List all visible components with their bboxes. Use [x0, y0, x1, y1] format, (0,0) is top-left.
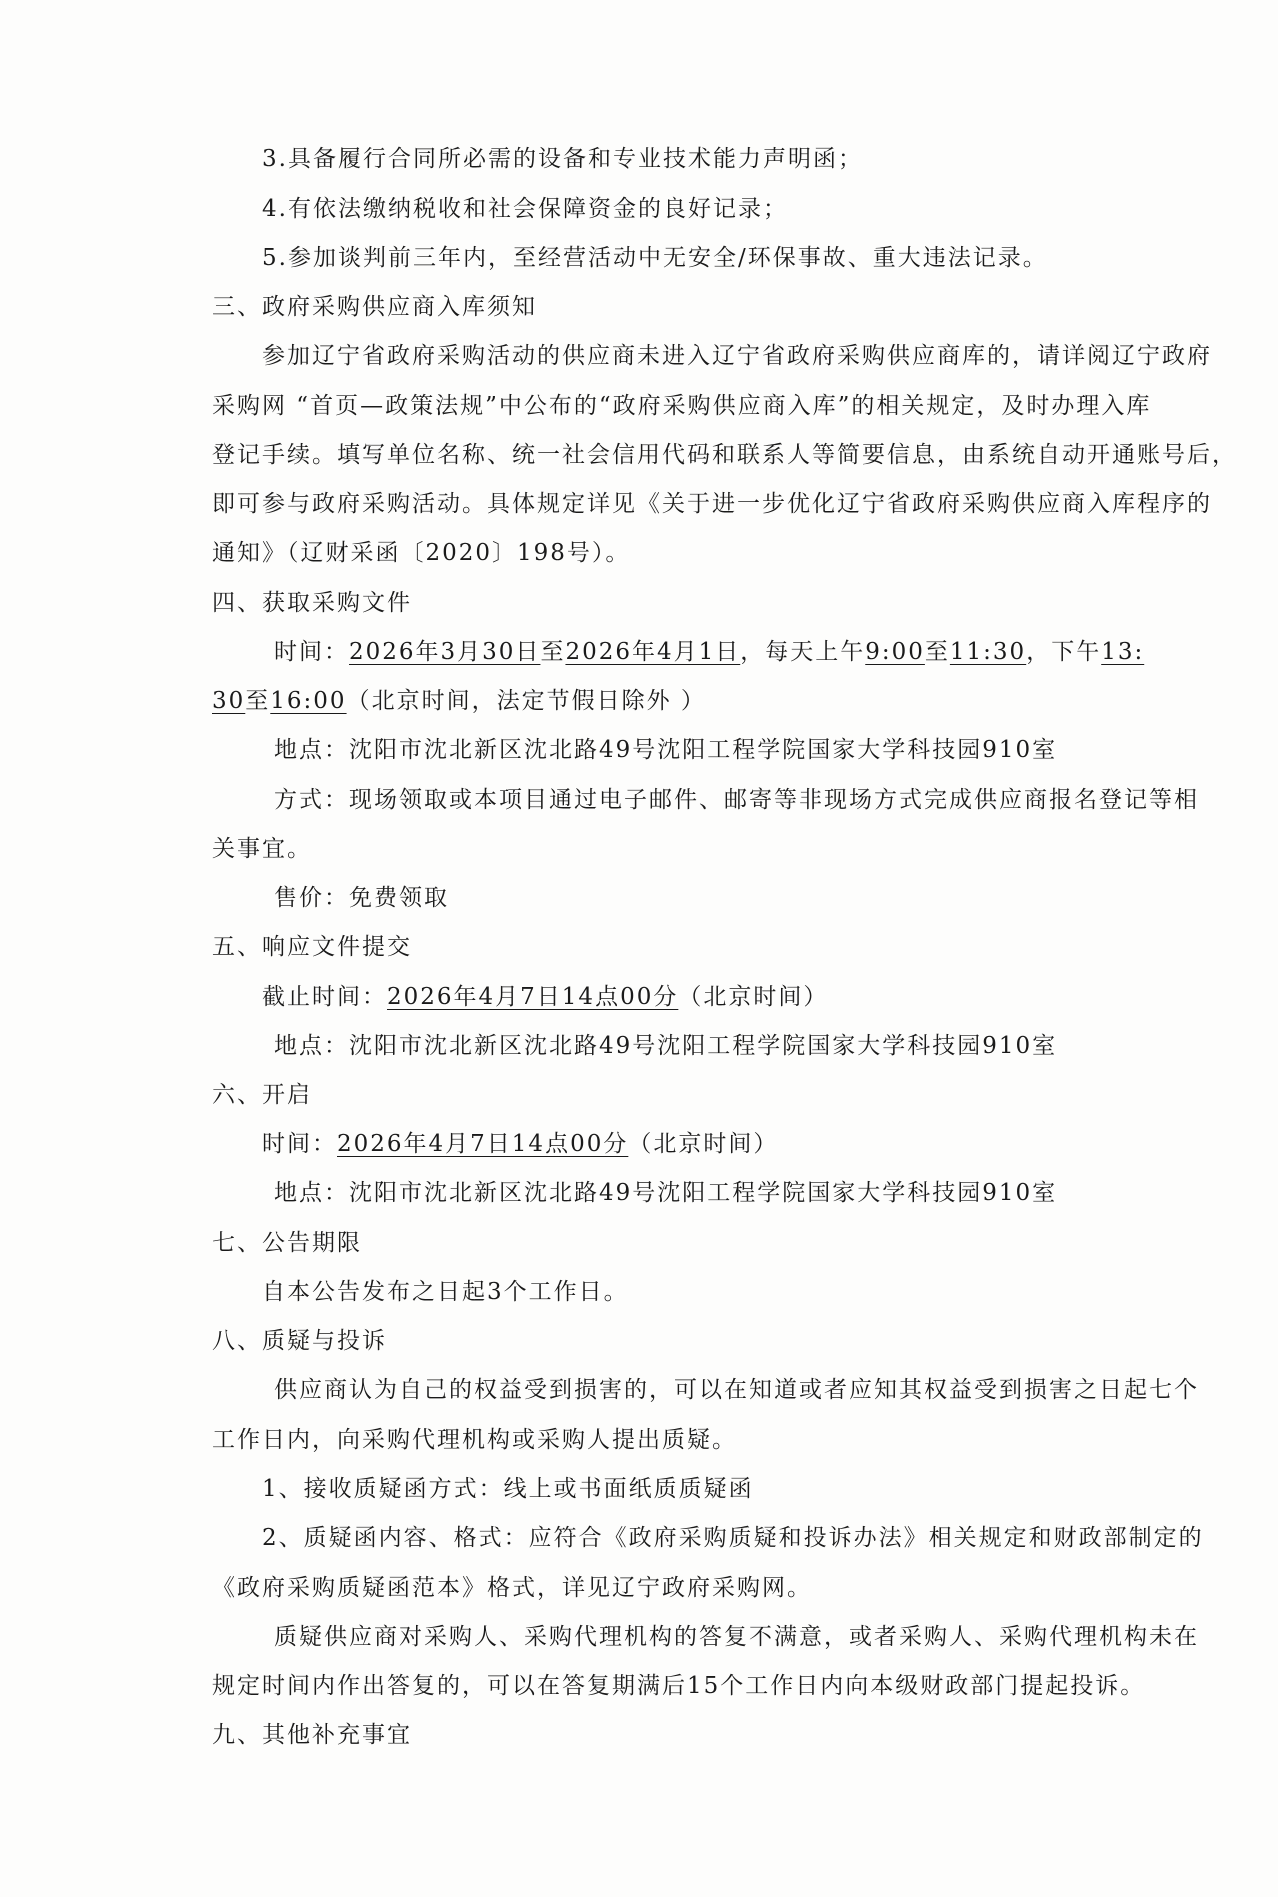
time-end-date: 2026年4月1日: [565, 639, 741, 665]
requirement-item-4: 4.有依法缴纳税收和社会保障资金的良好记录；: [262, 196, 788, 222]
section7-heading: 七、公告期限: [212, 1230, 362, 1256]
section4-heading: 四、获取采购文件: [212, 590, 412, 616]
section4-place: 地点：沈阳市沈北新区沈北路49号沈阳工程学院国家大学科技园910室: [274, 737, 1058, 763]
section4-time-line-2: [212, 686, 706, 716]
pm-start-b: 30: [212, 688, 246, 714]
section3-line-1: 参加辽宁省政府采购活动的供应商未进入辽宁省政府采购供应商库的，请详阅辽宁政府: [262, 343, 1212, 369]
time-start-date: 2026年3月30日: [349, 639, 541, 665]
deadline-label: 截止时间：: [262, 984, 387, 1010]
pm-end: 16:00: [270, 688, 347, 714]
open-time-label: 时间：: [262, 1131, 337, 1157]
section9-heading: 九、其他补充事宜: [212, 1722, 412, 1748]
section4-price: 售价：免费领取: [274, 885, 449, 911]
section8-p2-line-1: 质疑供应商对采购人、采购代理机构的答复不满意，或者采购人、采购代理机构未在: [274, 1624, 1199, 1650]
am-end: 11:30: [949, 639, 1027, 665]
section8-heading: 八、质疑与投诉: [212, 1328, 387, 1354]
section8-item-1: 1、接收质疑函方式：线上或书面纸质质疑函: [262, 1476, 754, 1502]
open-time-value: 2026年4月7日14点00分: [337, 1131, 629, 1157]
section8-p1-line-1: 供应商认为自己的权益受到损害的，可以在知道或者应知其权益受到损害之日起七个: [274, 1377, 1199, 1403]
time-label: 时间：: [274, 639, 349, 665]
requirement-item-5: 5.参加谈判前三年内，至经营活动中无安全/环保事故、重大违法记录。: [262, 245, 1048, 271]
am-start: 9:00: [865, 639, 925, 665]
section8-item-2-line-1: 2、质疑函内容、格式：应符合《政府采购质疑和投诉办法》相关规定和财政部制定的: [262, 1525, 1204, 1551]
time-note: （北京时间，法定节假日除外 ）: [346, 688, 706, 714]
deadline-note: （北京时间）: [678, 984, 829, 1010]
section6-place: 地点：沈阳市沈北新区沈北路49号沈阳工程学院国家大学科技园910室: [274, 1180, 1058, 1206]
section6-heading: 六、开启: [212, 1082, 312, 1108]
requirement-item-3: 3.具备履行合同所必需的设备和专业技术能力声明函；: [262, 146, 863, 172]
section3-line-3: 登记手续。填写单位名称、统一社会信用代码和联系人等简要信息，由系统自动开通账号后，: [212, 442, 1237, 468]
section8-p2-line-2: 规定时间内作出答复的，可以在答复期满后15个工作日内向本级财政部门提起投诉。: [212, 1673, 1146, 1699]
time-to: 至: [540, 639, 566, 665]
to-b: 至: [245, 688, 271, 714]
section3-line-5: 通知》（辽财采函〔2020〕198号）。: [212, 540, 631, 566]
section8-item-2-line-2: 《政府采购质疑函范本》格式，详见辽宁政府采购网。: [212, 1575, 812, 1601]
section3-line-4: 即可参与政府采购活动。具体规定详见《关于进一步优化辽宁省政府采购供应商入库程序的: [212, 491, 1212, 517]
open-time-note: （北京时间）: [628, 1131, 779, 1157]
section5-place: 地点：沈阳市沈北新区沈北路49号沈阳工程学院国家大学科技园910室: [274, 1033, 1058, 1059]
pm-start-a: 13:: [1101, 639, 1145, 665]
section3-line-2: 采购网 “首页—政策法规”中公布的“政府采购供应商入库”的相关规定，及时办理入库: [212, 393, 1152, 419]
deadline-value: 2026年4月7日14点00分: [387, 984, 679, 1010]
section4-method-line-2: 关事宜。: [212, 836, 312, 862]
pm-prefix: ，下午: [1026, 639, 1102, 665]
section5-heading: 五、响应文件提交: [212, 934, 412, 960]
to-a: 至: [924, 639, 950, 665]
section4-time-line-1: [274, 637, 1144, 667]
time-daily: ，每天上午: [740, 639, 866, 665]
section3-heading: 三、政府采购供应商入库须知: [212, 294, 537, 320]
section6-time: [262, 1129, 778, 1159]
section8-p1-line-2: 工作日内，向采购代理机构或采购人提出质疑。: [212, 1427, 737, 1453]
section7-text: 自本公告发布之日起3个工作日。: [262, 1279, 629, 1305]
section4-method-line-1: 方式：现场领取或本项目通过电子邮件、邮寄等非现场方式完成供应商报名登记等相: [274, 787, 1199, 813]
section5-deadline: [262, 982, 828, 1012]
